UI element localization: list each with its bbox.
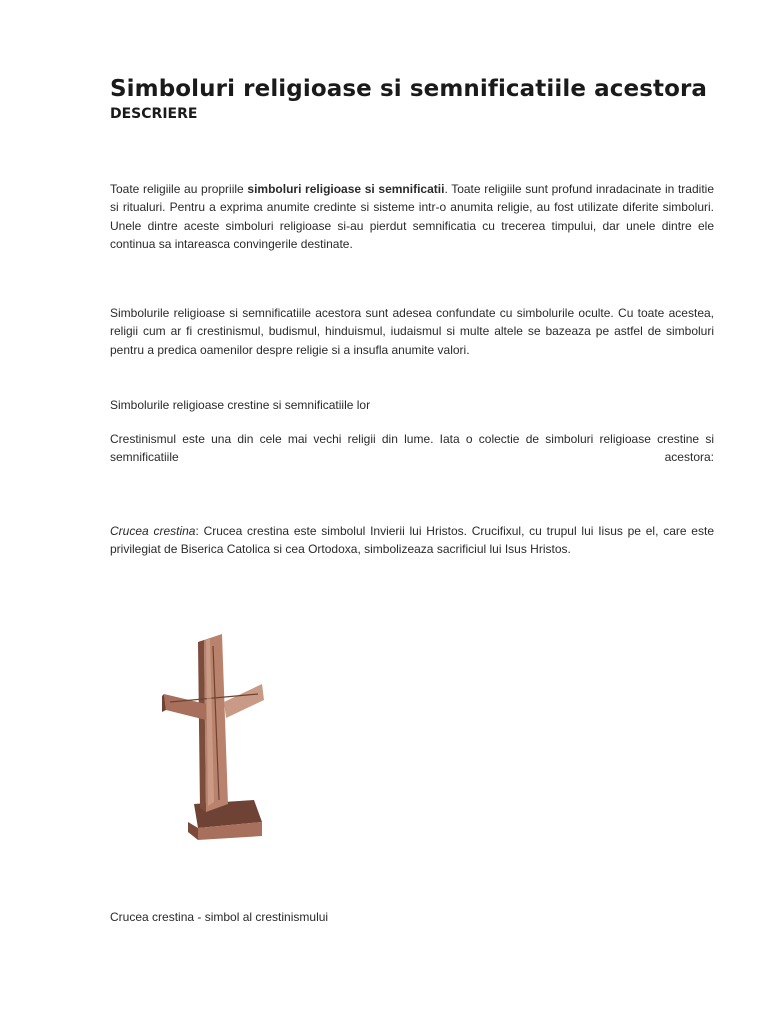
- image-caption: Crucea crestina - simbol al crestinismului: [110, 910, 329, 924]
- document-subtitle: DESCRIERE: [110, 106, 198, 122]
- paragraph-cross-term: Crucea crestina: [110, 524, 196, 538]
- paragraph-cross-text: : Crucea crestina este simbolul Invierii lui Hristos. Crucifixul, cu trupul lui Iisus pe el, care este privilegiat de Biserica Catolica si cea Ortodoxa, simbolizeaza sacrificiul lui Isus Hristos.: [110, 524, 714, 557]
- paragraph-intro-bold: simboluri religioase si semnificatii: [247, 182, 445, 196]
- paragraph-intro-end: . Toate religiile sunt profund inradacinate in traditie si ritualuri. Pentru a exprima anumite credinte si sisteme intr-o anumita religie, au fost utilizate diferite simboluri. Unele dintre aceste simboluri religioase si-au pierdut semnificatia cu trecerea timpului, dar unele dintre ele continua sa intareasca convingerile destinate.: [110, 182, 714, 252]
- document-title: Simboluri religioase si semnificatiile acestora: [110, 76, 708, 102]
- section-heading-christian-symbols: Simbolurile religioase crestine si semnificatiile lor: [110, 398, 371, 412]
- paragraph-occult: Simbolurile religioase si semnificatiile acestora sunt adesea confundate cu simbolurile oculte. Cu toate acestea, religii cum ar fi crestinismul, budismul, hinduismul, iudaismul si multe altele se bazeaza pe astfel de simboluri pentru a predica oamenilor despre religie si a insufla anumite valori.: [110, 306, 714, 357]
- cross-base-side: [188, 822, 198, 840]
- cross-image: [162, 632, 266, 840]
- paragraph-cross: [110, 522, 714, 559]
- paragraph-christianity: Crestinismul este una din cele mai vechi religii din lume. Iata o colectie de simboluri religioase crestine si semnificatiile acestora:: [110, 432, 714, 465]
- cross-right-arm: [224, 684, 264, 718]
- paragraph-intro: [110, 180, 714, 254]
- paragraph-intro-start: Toate religiile au propriile: [110, 182, 248, 196]
